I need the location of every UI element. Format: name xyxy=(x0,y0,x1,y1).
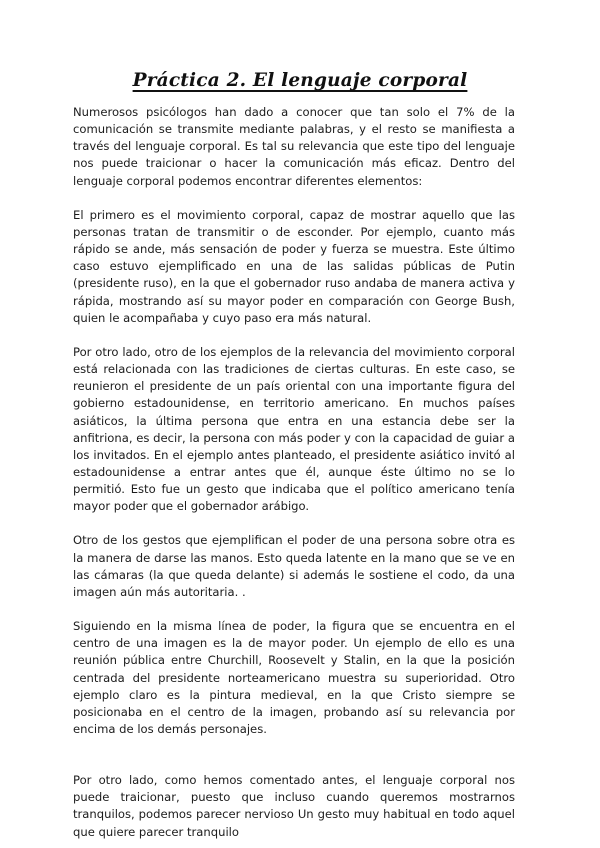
paragraph-spacer xyxy=(73,327,515,344)
paragraph-spacer xyxy=(73,190,515,207)
document-title: Práctica 2. El lenguaje corporal xyxy=(132,70,468,91)
document-body xyxy=(73,104,515,841)
paragraph-spacer xyxy=(73,515,515,532)
paragraph-handshake: Otro de los gestos que ejemplifican el poder de una persona sobre otra es la manera de darse las manos. Esto queda latente en la mano que se ve en las cámaras (la que queda delante) si además le sostiene el codo, da una imagen aún más autoritaria. . xyxy=(73,533,515,599)
paragraph-spacer xyxy=(73,601,515,618)
paragraph-intro: Numerosos psicólogos han dado a conocer que tan solo el 7% de la comunicación se transmite mediante palabras, y el resto se manifiesta a través del lenguaje corporal. Es tal su relevancia que este tipo del lenguaje nos puede traicionar o hacer la comunicación más eficaz. Dentro del lenguaje corporal podemos encontrar diferentes elementos: xyxy=(73,105,515,188)
paragraph-nervousness: Por otro lado, como hemos comentado antes, el lenguaje corporal nos puede traicionar, puesto que incluso cuando queremos mostrarnos tranquilos, podemos parecer nervioso Un gesto muy habitual en todo aquel que quiere parecer tranquilo xyxy=(73,773,515,839)
paragraph-movement: El primero es el movimiento corporal, capaz de mostrar aquello que las personas tratan de transmitir o de esconder. Por ejemplo, cuanto más rápido se ande, más sensación de poder y fuerza se muestra. Este último caso estuvo ejemplificado en una de las salidas públicas de Putin (presidente ruso), en la que el gobernador ruso andaba de manera activa y rápida, mostrando así su mayor poder en comparación con George Bush, quien le acompañaba y cuyo paso era más natural. xyxy=(73,207,515,325)
paragraph-traditions: Por otro lado, otro de los ejemplos de la relevancia del movimiento corporal está relacionada con las tradiciones de ciertas culturas. En este caso, se reunieron el presidente de un país oriental con una importante figura del gobierno estadounidense, en territorio americano. En muchos países asiáticos, la última persona que entra en una estancia debe ser la anfitriona, es decir, la persona con más poder y con la capacidad de guiar a los invitados. En el ejemplo antes planteado, el presidente asiático invitó al estadounidense a entrar antes que él, aunque éste último no se lo permitió. Esto fue un gesto que indicaba que el político americano tenía mayor poder que el gobernador arábigo. xyxy=(73,344,515,514)
paragraph-center-position: Siguiendo en la misma línea de poder, la figura que se encuentra en el centro de una imagen es la de mayor poder. Un ejemplo de ello es una reunión pública entre Churchill, Roosevelt y Stalin, en la que la posición centrada del presidente norteamericano muestra su superioridad. Otro ejemplo claro es la pintura medieval, en la que Cristo siempre se posicionaba en el centro de la imagen, probando así su relevancia por encima de los demás personajes. xyxy=(73,619,515,736)
paragraph-spacer xyxy=(73,738,515,772)
